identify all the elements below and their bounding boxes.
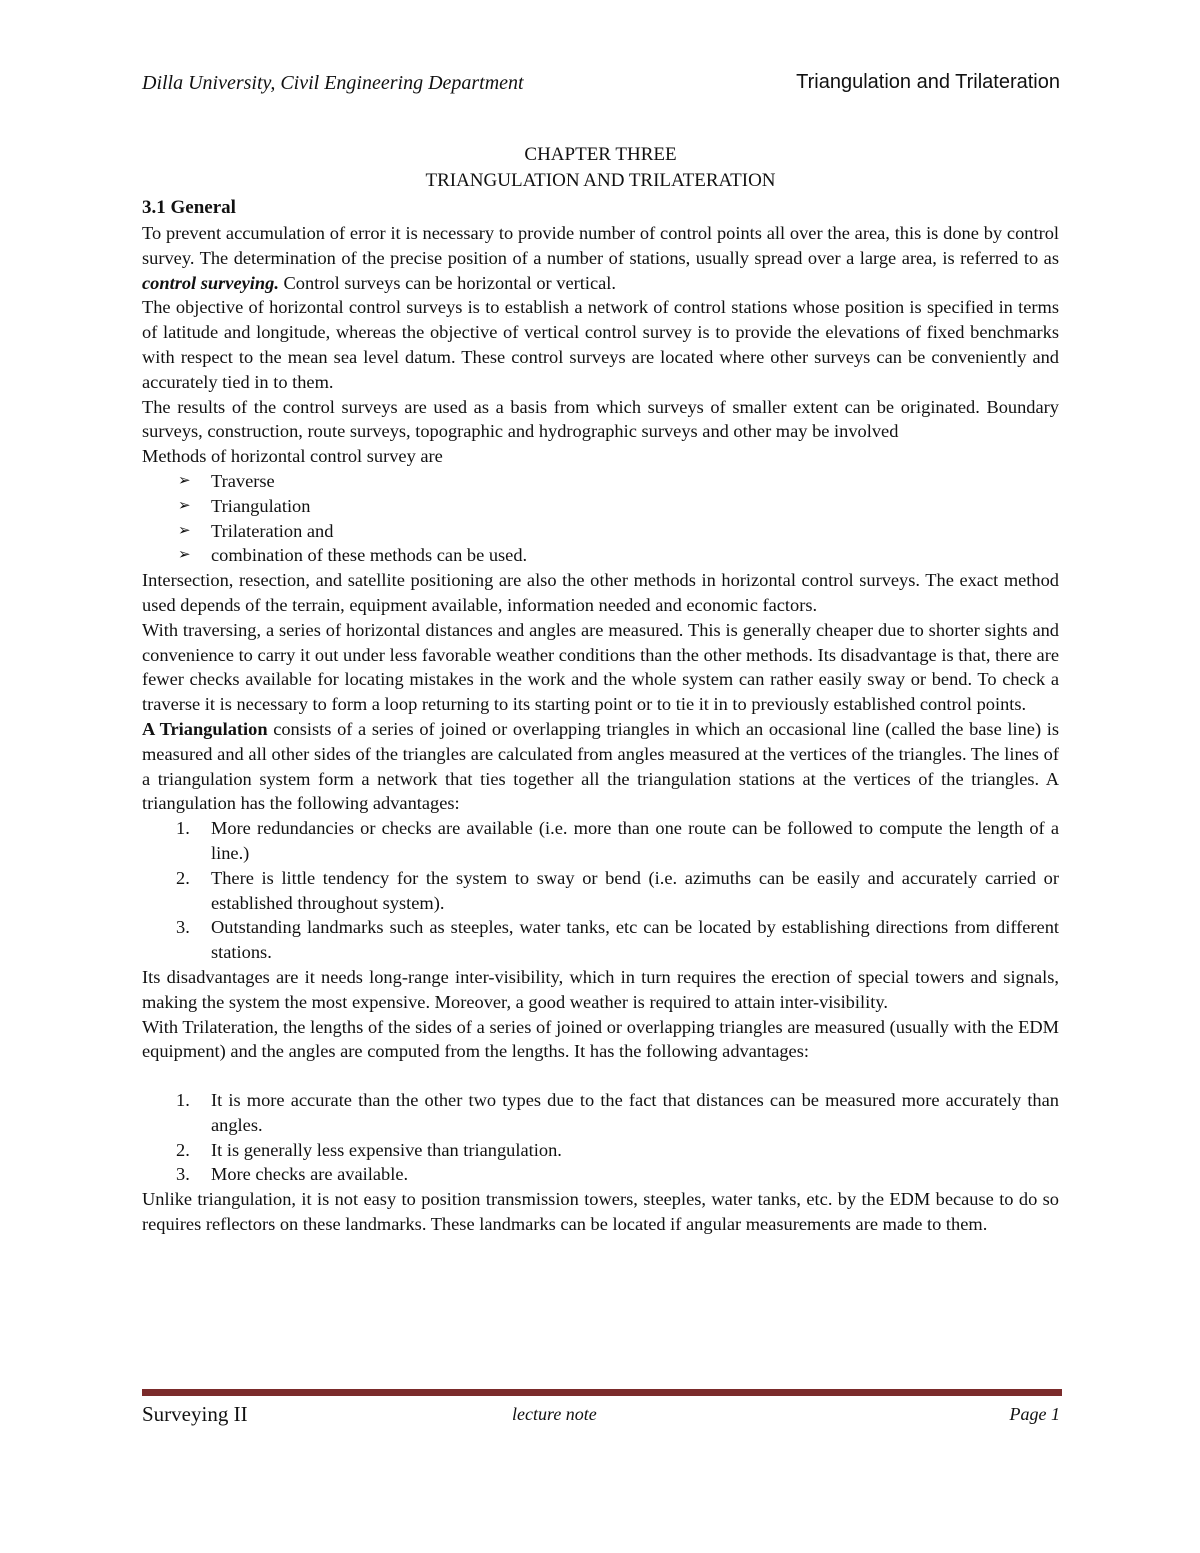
triangulation-advantages-list: [142, 816, 1059, 965]
arrow-bullet-icon: ➢: [178, 472, 191, 489]
footer-rule: [142, 1389, 1062, 1396]
paragraph-control-survey: To prevent accumulation of error it is necessary to provide number of control points all over the area, this is done by control survey. The determination of the precise position of a number of stations, usually spread over a large area, is referred to as control surveying. Control surveys can be horizontal or vertical.: [142, 223, 1059, 293]
list-item: ➢ combination of these methods can be used.: [142, 543, 1059, 568]
list-item: ➢ Traverse: [142, 469, 1059, 494]
paragraph-traversing: With traversing, a series of horizontal distances and angles are measured. This is generally cheaper due to shorter sights and convenience to carry it out under less favorable weather conditions than the other methods. Its disadvantage is that, there are fewer checks available for locating mistakes in the work and the whole system can rather easily sway or bend. To check a traverse it is necessary to form a loop returning to its starting point or to tie it in to previously established control points.: [142, 619, 1059, 715]
list-item: ➢ Trilateration and: [142, 519, 1059, 544]
document-body: [142, 142, 1059, 1237]
paragraph-triangulation: A Triangulation consists of a series of joined or overlapping triangles in which an occasional line (called the base line) is measured and all other sides of the triangles are calculated from angles measured at the vertices of the triangles. The lines of a triangulation system form a network that ties together all the triangulation stations at the vertices of the triangles. A triangulation has the following advantages:: [142, 718, 1059, 814]
paragraph-edm-limitation: Unlike triangulation, it is not easy to position transmission towers, steeples, water tanks, etc. by the EDM because to do so requires reflectors on these landmarks. These landmarks can be located if angular measurements are made to them.: [142, 1189, 1059, 1235]
spacer: [142, 1064, 1059, 1088]
arrow-bullet-icon: ➢: [178, 547, 191, 564]
header-institution: Dilla University, Civil Engineering Department: [142, 72, 524, 94]
list-item: ➢ Triangulation: [142, 494, 1059, 519]
paragraph-other-methods: Intersection, resection, and satellite positioning are also the other methods in horizontal control surveys. The exact method used depends of the terrain, equipment available, information needed and economic factors.: [142, 570, 1059, 615]
paragraph-disadvantages: Its disadvantages are it needs long-range inter-visibility, which in turn requires the erection of special towers and signals, making the system the most expensive. Moreover, a good weather is required to attain inter-visibility.: [142, 966, 1059, 1012]
list-item: 2. There is little tendency for the system to sway or bend (i.e. azimuths can be easily and accurately carried or established throughout system).: [176, 867, 1059, 913]
paragraph-trilateration: With Trilateration, the lengths of the sides of a series of joined or overlapping triangles are measured (usually with the EDM equipment) and the angles are computed from the lengths. It has the following advantages:: [142, 1016, 1059, 1062]
footer-page-number: Page 1: [1009, 1404, 1060, 1424]
paragraph-methods-intro: Methods of horizontal control survey are: [142, 446, 443, 467]
footer-course: Surveying II: [142, 1402, 248, 1426]
section-heading: 3.1 General: [142, 197, 236, 218]
emphasis-control-surveying: control surveying.: [142, 272, 279, 293]
trilateration-advantages-list: [142, 1088, 1059, 1187]
chapter-number: CHAPTER THREE: [524, 144, 677, 165]
header-topic: Triangulation and Trilateration: [796, 71, 1060, 93]
paragraph-objective: The objective of horizontal control surveys is to establish a network of control stations whose position is specified in terms of latitude and longitude, whereas the objective of vertical control survey is to provide the elevations of fixed benchmarks with respect to the mean sea level datum. These control surveys are located where other surveys can be conveniently and accurately tied in to them.: [142, 297, 1059, 392]
arrow-bullet-icon: ➢: [178, 522, 191, 539]
footer-note-type: lecture note: [512, 1404, 597, 1424]
list-item: 2. It is generally less expensive than triangulation.: [176, 1139, 562, 1160]
list-item: 3. More checks are available.: [176, 1164, 409, 1185]
list-item: 1. More redundancies or checks are available (i.e. more than one route can be followed to compute the length of a line.): [176, 818, 1059, 863]
arrow-bullet-icon: ➢: [178, 497, 191, 514]
list-item: 3. Outstanding landmarks such as steeples, water tanks, etc can be located by establishing directions from different stations.: [176, 917, 1059, 963]
term-triangulation: A Triangulation: [142, 718, 268, 739]
chapter-title: TRIANGULATION AND TRILATERATION: [425, 170, 776, 191]
list-item: 1. It is more accurate than the other two types due to the fact that distances can be measured more accurately than angles.: [176, 1090, 1059, 1135]
methods-list: [142, 469, 1059, 568]
paragraph-results: The results of the control surveys are used as a basis from which surveys of smaller extent can be originated. Boundary surveys, construction, route surveys, topographic and hydrographic surveys and other may be involved: [142, 396, 1059, 442]
